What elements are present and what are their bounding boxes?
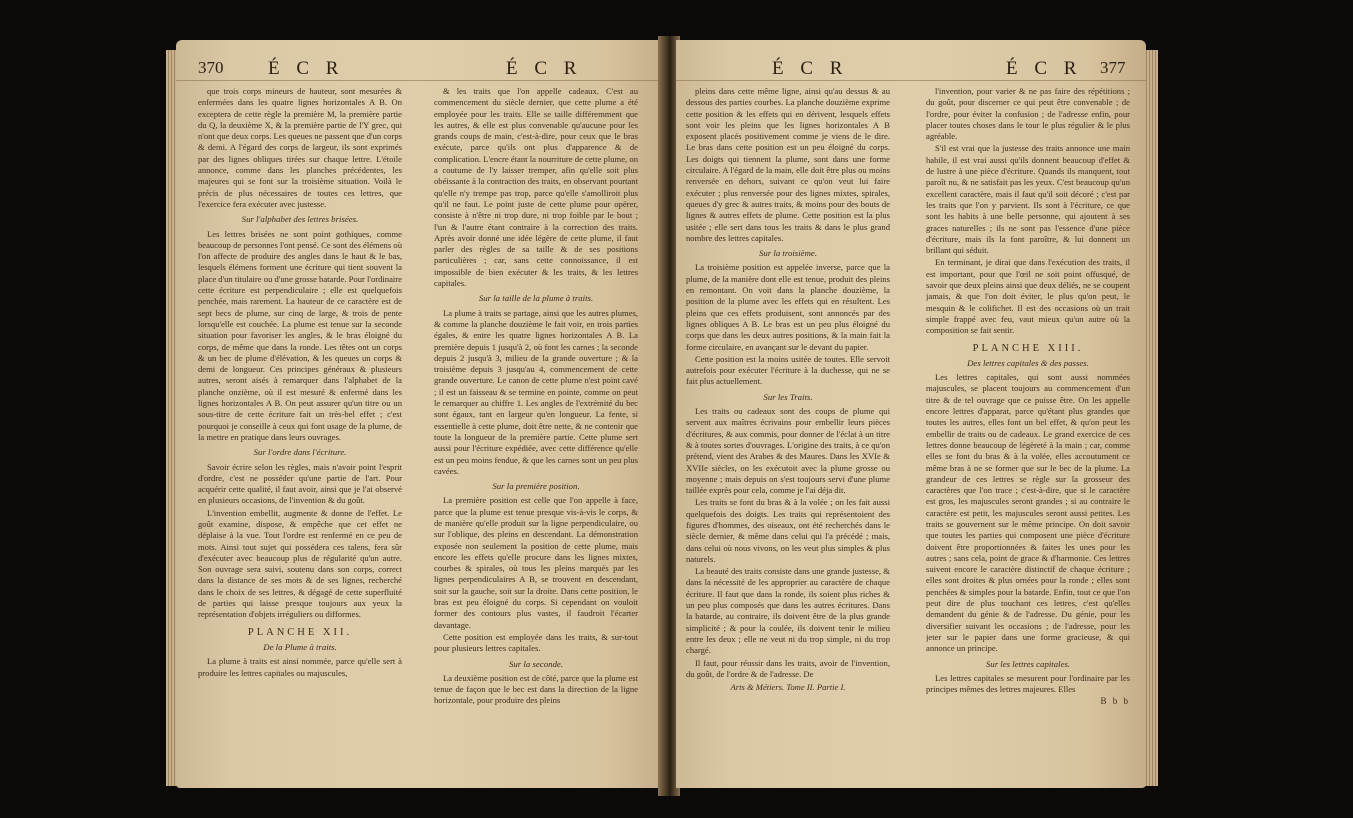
paragraph: Cette position est employée dans les traits, & sur-tout pour plusieurs lettres capitales. — [434, 631, 638, 654]
paragraph: Les lettres brisées ne sont point gothiques, comme beaucoup de personnes l'ont pensé. Ce sont des élémens où l'on affecte de produire des angles dans le haut & le bas, lesquels élémens forment une écriture qui tient souvent la place d'un titulaire ou d'une grosse batarde. Pour l'ordinaire cette écriture est perpendiculaire ; elle est quelquefois penchée, mais rarement. La hauteur de ce caractère est de sept becs de plume, sur cinq de large, & trois de pente lorsqu'elle est couchée. La plume est tenue sur la seconde situation pour favoriser les angles, & le bras éloigné du corps, de même que dans la ronde. Les têtes ont un corps & un bec de plume d'élévation, & les queues un corps & demi de longueur. Ces principes généraux & plusieurs autres, seront aisés à remarquer dans l'alphabet de la planche onzième, où il est mesuré & enfermé dans les lignes horizontales A B. On peut assurer qu'un titre ou un sous-titre de cette écriture fait un très-bel effet ; c'est pourquoi je conseille à ceux qui font usage de la plume, de la mettre en pratique dans leurs ouvrages. — [198, 228, 402, 442]
paragraph: pleins dans cette même ligne, ainsi qu'au dessus & au dessous des parties courbes. La planche douzième exprime cette position & les effets qui en dérivent, lesquels effets sont voir les pleins que les lignes horizontales A B exposent placés positivement comme je viens de le dire. Le bras dans cette position est un peu éloigné du corps. Les doigts qui tiennent la plume, sont dans une forme circulaire. A l'égard de la main, elle doit être plus ou moins renversée en dehors, suivant ce qu'on veut lui faire exécuter ; plus renversée pour des lignes mixtes, spirales, queues d'y grec & autres traits, & moins pour des bouts de lignes & autres effets de plume. Cette position est la plus usitée ; elle sert dans tous les traits & dans le plus grand nombre des lettres capitales. — [686, 86, 890, 243]
section-heading: Sur les lettres capitales. — [985, 658, 1071, 669]
section-heading: Sur l'ordre dans l'écriture. — [253, 447, 347, 458]
paragraph: Les lettres capitales, qui sont aussi nommées majuscules, se placent toujours au commencement d'un titre & de tel ouvrage que ce puisse être. On les appelle encore lettres d'apparat, parce qu'étant plus grandes que toutes les autres, elles font un bel effet, & qu'on peut les embellir de traits ou de cadeaux. Le grand exercice de ces lettres donne beaucoup de légèreté à la main ; car, comme elles se font du bras & à la volée, elles accoutument ce même bras à ne se former que sur le bec de la plume. La grandeur de ces lettres se règle sur la grosseur des caractères que l'on trace ; c'est-à-dire, que si le caractère est gros, les majuscules seront grandes ; si au contraire le caractère est petit, les majuscules seront aussi petites. Les traits se gouvernent sur le même principe. On doit savoir que toutes les parties qui composent une pièce d'écriture doivent être proportionnées & faites les unes pour les autres ; sans cela, point de grace & d'harmonie. Ces lettres suivent encore le caractère distinctif de chaque écriture ; elles sont droites & plus ornées pour la ronde ; elles sont penchées & simples pour la batarde. Enfin, tout ce que l'on peut dire de plus touchant ces lettres, c'est qu'elles demandent du génie & de l'adresse. Du génie, pour les diversifier suivant les occasions ; de l'adresse, pour les jeter sur le papier dans une forme gracieuse, & qui annonce un principe. — [926, 372, 1130, 654]
paragraph: La deuxième position est de côté, parce que la plume est tenue de façon que le bec est dans la direction de la ligne horizontale, pour produire des pleins — [434, 672, 638, 706]
plate-heading: PLANCHE XIII. — [972, 342, 1084, 354]
head-rule-left — [176, 80, 664, 81]
left-column-1 — [198, 86, 402, 778]
paragraph: La plume à traits est ainsi nommée, parce qu'elle sert à produire les lettres capitales ou majuscules, — [198, 656, 402, 678]
running-head-left-1: É C R — [268, 58, 345, 79]
section-heading: Des lettres capitales & des passes. — [967, 357, 1089, 368]
section-heading: Sur la première position. — [492, 481, 580, 492]
plate-heading: PLANCHE XII. — [247, 626, 353, 638]
right-page-edges — [1144, 50, 1158, 786]
paragraph: Cette position est la moins usitée de toutes. Elle servoit autrefois pour exécuter l'écriture à la duchesse, qui ne se fait plus actuellement. — [686, 353, 890, 387]
left-page — [176, 40, 664, 788]
right-page — [676, 40, 1146, 788]
running-head-right-1: É C R — [772, 58, 849, 79]
section-heading: Sur la troisième. — [758, 248, 818, 259]
paragraph: S'il est vrai que la justesse des traits annonce une main habile, il est vrai aussi qu'ils donnent beaucoup d'effet & de lustre à une pièce d'écriture. Quands ils manquent, tout paroît nu, & ne satisfait pas les yeux. C'est beaucoup qu'un excellent caractère, mais il faut qu'il soit décoré ; c'est par les traits que l'on y parvient. Ils sont à l'écriture, ce que sont les habits à une belle personne, qui ajoutent à ses graces naturelles ; ils ne sont pas l'essence d'une pièce d'écriture, mais ils la font paroître, & lui donnent un brillant qui séduit. — [926, 143, 1130, 256]
paragraph: La plume à traits se partage, ainsi que les autres plumes, & comme la planche douzième le fait voir, en trois parties égales, & entre les quatre lignes horizontales A B. La première depuis 1 jusqu'à 2, où font les carnes ; la seconde depuis 2 jusqu'à 3, milieu de la grande ouverture ; & la troisième depuis 3 jusqu'au 4, commencement de cette grande ouverture. Le canon de cette plume n'est point cavé ; il est un faisseau & se termine en pointe, comme on peut le remarquer au chiffre 1. Les angles de l'extrémité du bec sont égaux, tant en largeur qu'en longueur. La fente, si essentielle à cette plume, doit être nette, & ne contenir que toute la longueur de la première partie. Cette plume sert aussi pour l'écriture expédiée, avec cette différence qu'elle est un peu moins fendue, & que les carnes sont un peu plus cavées. — [434, 307, 638, 476]
page-number-left: 370 — [198, 58, 224, 77]
section-heading: Sur les Traits. — [763, 391, 813, 402]
head-rule-right — [676, 80, 1146, 81]
paragraph: Les traits se font du bras & à la volée ; on les fait aussi quelquefois des doigts. Les traits qui représentoient des figures d'hommes, des oiseaux, ont été recherchés dans le siècle dernier, & même dans celui qui l'a précédé ; mais, dans celui où nous vivons, on les veut plus simples & plus naturels. — [686, 497, 890, 564]
right-column-2 — [926, 86, 1130, 778]
paragraph: Savoir écrire selon les règles, mais n'avoir point l'esprit d'ordre, c'est ne posséder qu'une partie de l'art. Pour acquérir cette qualité, il faut avoir, ainsi que je l'ai observé en plusieurs occasions, de l'invention & du goût. — [198, 461, 402, 506]
paragraph: & les traits que l'on appelle cadeaux. C'est au commencement du siècle dernier, que cette plume a été employée pour les traits. Elle se taille différemment que les autres, & elle est plus convenable qu'aucune pour les grands coups de main, c'est-à-dire, pour ceux que le bras exécute, parce qu'ils ont plus d'apparence & de complication. L'encre étant la nourriture de cette plume, on a coutume de l'y laisser tremper, afin qu'elle soit plus obéissante à la contraction des traits, en observant pourtant qu'elle n'y trempe pas trop, parce qu'elle s'amolliroit plus qu'il ne faut. Le point juste de cette plume pour opérer, consiste à n'être ni trop dure, ni trop foible par le bout ; l'un & l'autre étant contraire à la correction des traits. Après avoir donné une idée légère de cette plume, il faut parler des règles de sa taille & de ses positions particulières ; car, sans cette connoissance, il est impossible de bien exécuter & les traits, & les lettres capitales. — [434, 86, 638, 289]
section-heading: Sur la taille de la plume à traits. — [478, 293, 594, 304]
paragraph: que trois corps mineurs de hauteur, sont mesurées & enfermées dans les quatre lignes horizontales A B. On exceptera de cette règle la première M, la première partie du Q, la deuxième X, & la première partie de l'Y grec, qui n'ont que deux corps. Les queues ne passent que d'un corps & demi. A l'égard des corps de largeur, ils sont exprimés par des lignes obliques tirées sur chaque lettre. L'étoile annonce, comme dans les planches précédentes, les majeures qui se font sur la troisième situation. Voilà le précis de plus nécessaires de toutes ces lettres, que l'exercice fera exécuter avec justesse. — [198, 86, 402, 209]
section-heading: De la Plume à traits. — [263, 641, 337, 652]
signature-mark: B b b — [1100, 696, 1130, 707]
paragraph: Les lettres capitales se mesurent pour l'ordinaire par les principes mêmes des lettres majeures. Elles — [926, 672, 1130, 695]
paragraph: En terminant, je dirai que dans l'exécution des traits, il est important, pour que l'œil ne soit point offusqué, de savoir que deux pleins ainsi que deux déliés, ne se coupent jamais, & que l'on doit éviter, le plus qu'on peut, le mesquin & le colifichet. Il est des occasions où un trait simple frappé avec feu, vaut mieux qu'un autre où la composition se fait sentir. — [926, 257, 1130, 336]
paragraph: La première position est celle que l'on appelle à face, parce que la plume est tenue presque vis-à-vis le corps, & de manière qu'elle produit sur la ligne perpendiculaire, ou sur l'oblique, des pleins en descendant. La démonstration exposée non seulement la position de cette plume, mais encore les effets qu'elle procure dans les lignes mixtes, courbes & spirales, où tous les pleins marqués par les lignes perpendiculaires A B, se trouvent en descendant, soit sur la gauche, soit sur la droite. Dans cette position, le bras est peu éloigné du corps. Si cependant on vouloit former des contours plus vastes, il faudroit l'écarter davantage. — [434, 495, 638, 630]
running-head-left-2: É C R — [506, 58, 583, 79]
footer-line: Arts & Métiers. Tome II. Partie I. — [730, 682, 846, 693]
section-heading: Sur l'alphabet des lettres brisées. — [241, 214, 359, 225]
section-heading: Sur la seconde. — [509, 658, 563, 669]
paragraph: Il faut, pour réussir dans les traits, avoir de l'invention, du goût, de l'ordre & de l'adresse. De — [686, 657, 890, 679]
paragraph: La troisième position est appelée inverse, parce que la plume, de la manière dont elle est tenue, produit des pleins en remontant. On voit dans la planche douzième, la position de la plume avec les effets qui en résultent. Les pleins que ces effets produisent, sont annoncés par des lignes obliques A B. Le bras est un peu plus éloigné du corps que dans les deux autres positions, & la main fait la forme circulaire, en avançant sur le devant du papier. — [686, 262, 890, 352]
left-column-2 — [434, 86, 638, 778]
paragraph: L'invention embellit, augmente & donne de l'effet. Le goût examine, dispose, & empêche que cet effet ne déplaise à la vue. Tout l'ordre est renfermé en ce peu de mots. Ainsi tout sujet qui possédera ces talens, fera sûr d'exécuter avec beaucoup plus de régularité qu'un autre. Son ouvrage sera suivi, soutenu dans son corps, correct dans la distance de ses mots & de ses lignes, recherché dans le choix de ses lettres, & dégagé de cette superfluité de parties qui laisse presque toujours aux yeux la représentation d'objets irréguliers ou difformes. — [198, 507, 402, 620]
paragraph: l'invention, pour varier & ne pas faire des répétitions ; du goût, pour discerner ce qui peut être convenable ; de l'ordre, pour éviter la confusion ; de l'adresse enfin, pour placer toutes choses dans le tour le plus régulier & le plus agréable. — [926, 86, 1130, 142]
right-column-1 — [686, 86, 890, 778]
paragraph: Les traits ou cadeaux sont des coups de plume qui servent aux maîtres écrivains pour embellir leurs pièces d'écritures, & aux commis, pour donner de l'éclat à un titre & à toutes sortes d'ouvrages. L'origine des traits, à ce qu'on prétend, vient des Arabes & des Maures. Dans les XVIe & XVIIe siècles, on les exécutoit avec la plume grosse ou moyenne ; mais depuis on s'est toujours servi d'une plume taillée exprès pour cela, comme je l'ai déja dit. — [686, 406, 890, 496]
running-head-right-2: É C R — [1006, 58, 1083, 79]
paragraph: La beauté des traits consiste dans une grande justesse, & dans la nécessité de les approprier au caractère de chaque écriture. Il faut que dans la ronde, ils soient plus riches & un peu plus composés que dans les autres écritures. Dans la batarde, au contraire, ils doivent être de la plus grande simplicité ; & pour la coulée, ils doivent tenir le milieu entre les deux ; elle ne veut ni du trop simple, ni du trop chargé. — [686, 566, 890, 656]
page-number-right: 377 — [1100, 58, 1126, 77]
